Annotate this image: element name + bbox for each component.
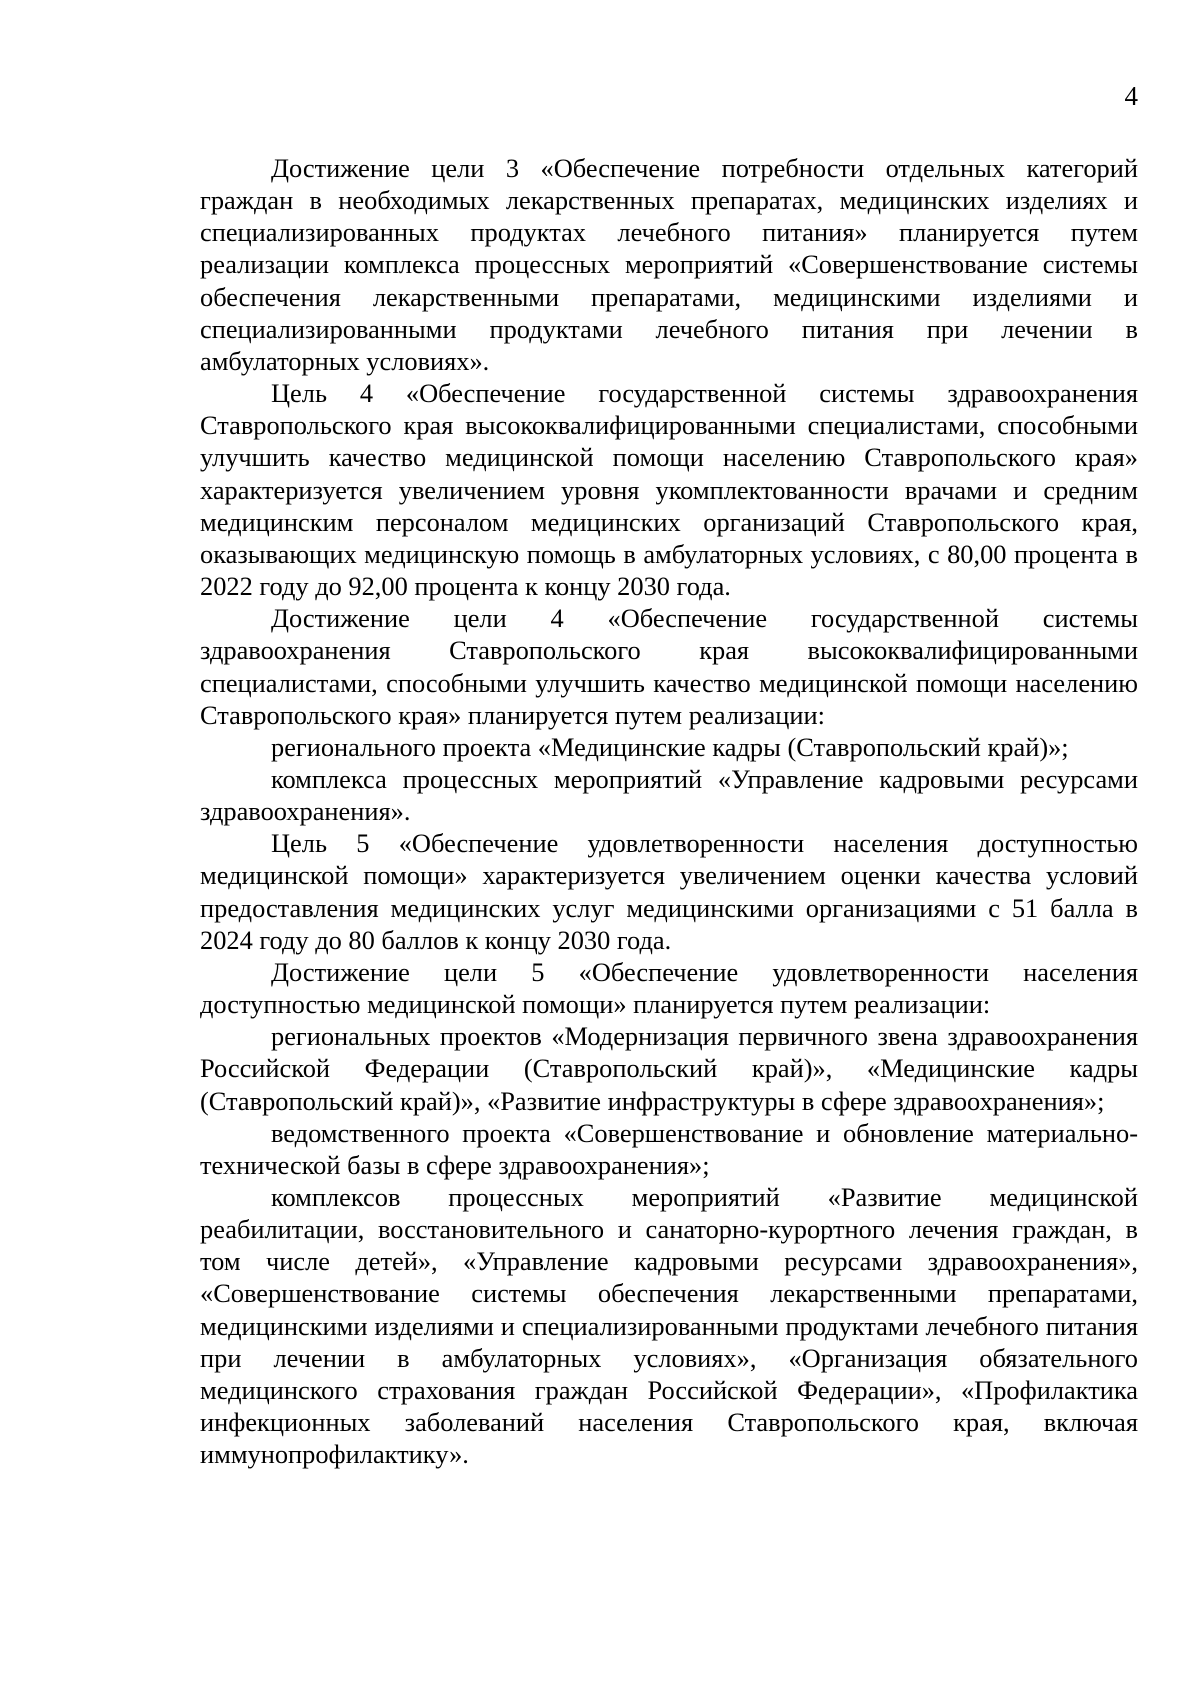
paragraph-goal-5-achievement: Достижение цели 5 «Обеспечение удовлетворенности населения доступностью медицинской помощи» планируется путем реализации: — [200, 956, 1138, 1020]
paragraph-goal-3-achievement: Достижение цели 3 «Обеспечение потребности отдельных категорий граждан в необходимых лекарственных препаратах, медицинских изделиях и специализированных продуктах лечебного питания» планируется путем реализации комплекса процессных мероприятий «Совершенствование системы обеспечения лекарственными препаратами, медицинскими изделиями и специализированными продуктами лечебного питания при лечении в амбулаторных условиях». — [200, 153, 1138, 376]
paragraph-goal-4-achievement: Достижение цели 4 «Обеспечение государственной системы здравоохранения Ставропольского края высококвалифицированными специалистами, способными улучшить качество медицинской помощи населению Ставропольского края» планируется путем реализации: — [200, 603, 1138, 730]
list-item-process-complexes: комплексов процессных мероприятий «Развитие медицинской реабилитации, восстановительного и санаторно-курортного лечения граждан, в том числе детей», «Управление кадровыми ресурсами здравоохранения», «Совершенствование системы обеспечения лекарственными препаратами, медицинскими изделиями и специализированными продуктами лечебного питания при лечении в амбулаторных условиях», «Организация обязательного медицинского страхования граждан Российской Федерации», «Профилактика инфекционных заболеваний населения Ставропольского края, включая иммунопрофилактику». — [200, 1182, 1138, 1470]
paragraph-goal-5: Цель 5 «Обеспечение удовлетворенности населения доступностью медицинской помощи» характеризуется увеличением оценки качества условий предоставления медицинских услуг медицинскими организациями с 51 балла в 2024 году до 80 баллов к концу 2030 года. — [200, 828, 1138, 955]
document-body — [200, 152, 1138, 1470]
list-item-process-complex: комплекса процессных мероприятий «Управление кадровыми ресурсами здравоохранения». — [200, 763, 1138, 827]
list-item-regional-projects: региональных проектов «Модернизация первичного звена здравоохранения Российской Федерации (Ставропольский край)», «Медицинские кадры (Ставропольский край)», «Развитие инфраструктуры в сфере здравоохранения»; — [200, 1021, 1138, 1116]
page-number: 4 — [1124, 81, 1138, 111]
list-item-departmental-project: ведомственного проекта «Совершенствование и обновление материально-технической базы в сфере здравоохранения»; — [200, 1117, 1138, 1180]
list-item-regional-project: регионального проекта «Медицинские кадры (Ставропольский край)»; — [271, 731, 1069, 762]
paragraph-goal-4: Цель 4 «Обеспечение государственной системы здравоохранения Ставропольского края высококвалифицированными специалистами, способными улучшить качество медицинской помощи населению Ставропольского края» характеризуется увеличением уровня укомплектованности врачами и средним медицинским персоналом медицинских организаций Ставропольского края, оказывающих медицинскую помощь в амбулаторных условиях, с 80,00 процента в 2022 году до 92,00 процента к концу 2030 года. — [200, 378, 1138, 602]
